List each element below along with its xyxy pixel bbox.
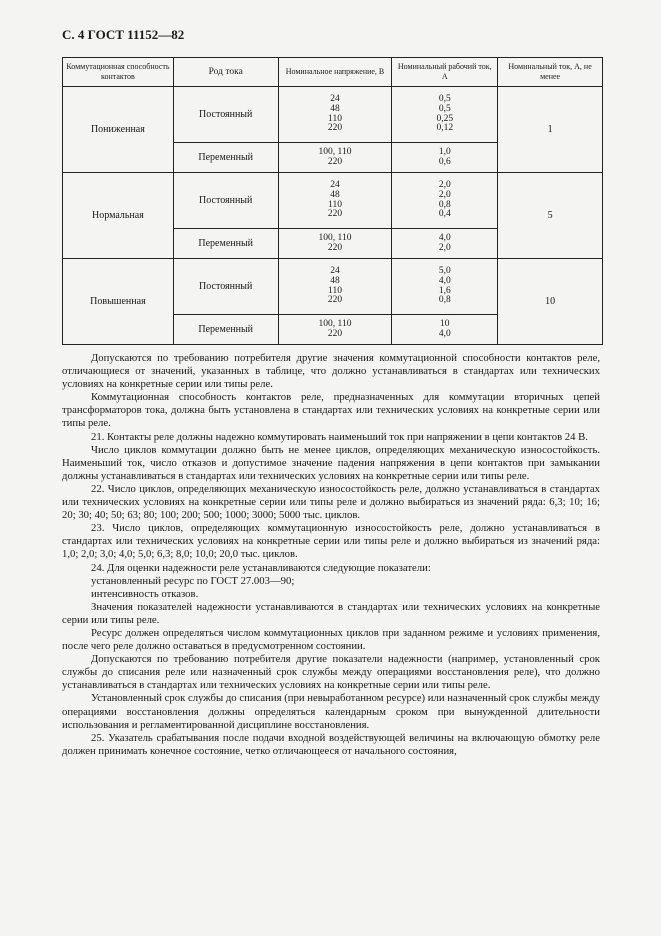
voltage-value: 48: [330, 275, 340, 286]
voltage-value: 220: [327, 156, 343, 167]
working-current-value: 0,8: [438, 295, 451, 306]
working-current-value: 4,0: [438, 232, 451, 243]
page-header: С. 4 ГОСТ 11152—82: [62, 27, 185, 42]
voltage-value: 24: [330, 266, 340, 277]
working-current-value: 0,12: [436, 123, 454, 134]
table-row: [63, 259, 603, 315]
voltage-value: 110: [328, 199, 342, 210]
paragraph: Допускаются по требованию потребителя другие показатели надежности (например, установленный срок службы до списания реле или назначенный срок службы между операциями восстановления реле), что должно устанавливаться в стандартах или технических условиях на конкретные серии или типы реле.: [62, 653, 600, 692]
voltage-value: 100, 110: [318, 232, 352, 243]
working-current-value: 0,8: [438, 199, 451, 210]
column-header: Род тока: [173, 58, 278, 87]
voltage-value: 220: [327, 209, 343, 220]
column-header: Номинальный ток, А, не менее: [498, 58, 603, 87]
column-header: Коммутационная способность контактов: [63, 58, 174, 87]
working-current-value: 0,25: [436, 113, 454, 124]
voltage-value: 100, 110: [318, 318, 352, 329]
working-current-value: 0,5: [438, 94, 451, 105]
min-current-cell: 10: [498, 259, 603, 345]
paragraph: интенсивность отказов.: [91, 587, 199, 600]
paragraph: установленный ресурс по ГОСТ 27.003—90;: [91, 574, 295, 587]
min-current-cell: 1: [498, 87, 603, 173]
capacity-cell: Пониженная: [63, 87, 174, 173]
capacity-cell: Нормальная: [63, 173, 174, 259]
voltage-value: 220: [327, 242, 343, 253]
current-type-cell: Постоянный: [173, 87, 278, 143]
working-current-cell: [392, 229, 498, 259]
voltage-value: 220: [327, 328, 343, 339]
table-header-row: [63, 58, 603, 87]
current-type-cell: Переменный: [173, 315, 278, 345]
body-text: [62, 352, 600, 758]
working-current-value: 0,6: [438, 156, 451, 167]
column-header: Номинальное напряжение, В: [278, 58, 392, 87]
paragraph: Установленный срок службы до списания (при невыработанном ресурсе) или назначенный срок службы между операциями восстановления должны определяться календарным сроком при вынужденной длительности использования и регламентированной дисциплине восстановления.: [62, 692, 600, 731]
paragraph: Допускаются по требованию потребителя другие значения коммутационной способности контактов реле, отличающиеся от значений, указанных в таблице, что должно устанавливаться в стандартах или технических условиях на конкретные серии или типы реле.: [62, 352, 600, 391]
paragraph: 25. Указатель срабатывания после подачи входной воздействующей величины на включающую обмотку реле должен принимать конечное состояние, четко отличающееся от начального состояния,: [62, 731, 600, 757]
working-current-value: 2,0: [438, 189, 451, 200]
voltage-value: 48: [330, 103, 340, 114]
voltage-cell: [278, 87, 392, 143]
voltage-value: 48: [330, 189, 340, 200]
voltage-cell: [278, 143, 392, 173]
voltage-value: 110: [328, 113, 342, 124]
paragraph: 23. Число циклов, определяющих коммутационную износостойкость реле, должно устанавливаться в стандартах или технических условиях на конкретные серии или типы реле и должно выбираться из значений ряда: 1,0; 2,0; 3,0; 4,0; 5,0; 6,3; 8,0; 10,0; 20,0 тыс. циклов.: [62, 522, 600, 561]
voltage-value: 24: [330, 94, 340, 105]
paragraph: 24. Для оценки надежности реле устанавливаются следующие показатели:: [91, 561, 431, 574]
current-type-cell: Постоянный: [173, 173, 278, 229]
working-current-value: 4,0: [438, 275, 451, 286]
table-row: [63, 87, 603, 143]
contact-capacity-table: [62, 57, 603, 345]
working-current-cell: [392, 259, 498, 315]
working-current-value: 5,0: [438, 266, 451, 277]
voltage-cell: [278, 173, 392, 229]
paragraph: 22. Число циклов, определяющих механическую износостойкость реле, должно устанавливаться в стандартах или технических условиях на конкретные серии или типы реле и должно выбираться из значений ряда: 6,3; 10; 16; 20; 30; 40; 50; 63; 80; 100; 200; 500; 1000; 3000; 5000 тыс. циклов.: [62, 482, 600, 522]
paragraph: Число циклов коммутации должно быть не менее циклов, определяющих механическую износостойкость. Наименьший ток, число отказов и допустимое значение падения напряжения в цепи контактов при замыкании должны устанавливаться в стандартах или технических условиях на конкретные серии или типы реле.: [62, 443, 600, 482]
voltage-value: 220: [327, 123, 343, 134]
working-current-value: 1,6: [438, 285, 451, 296]
working-current-value: 10: [440, 318, 450, 329]
capacity-cell: Повышенная: [63, 259, 174, 345]
paragraph: 21. Контакты реле должны надежно коммутировать наименьший ток при напряжении в цепи контактов 24 В.: [91, 430, 588, 443]
paragraph: Ресурс должен определяться числом коммутационных циклов при заданном режиме и условиях применения, после чего реле должно оставаться в предусмотренном состоянии.: [62, 626, 600, 653]
working-current-value: 0,5: [438, 103, 451, 114]
working-current-value: 2,0: [438, 180, 451, 191]
working-current-value: 1,0: [438, 146, 451, 157]
current-type-cell: Постоянный: [173, 259, 278, 315]
voltage-cell: [278, 229, 392, 259]
current-type-cell: Переменный: [173, 143, 278, 173]
voltage-value: 100, 110: [318, 146, 352, 157]
table-row: [63, 173, 603, 229]
working-current-value: 2,0: [438, 242, 451, 253]
min-current-cell: 5: [498, 173, 603, 259]
voltage-value: 220: [327, 295, 343, 306]
column-header: Номинальный рабочий ток, А: [392, 58, 498, 87]
paragraph: Значения показателей надежности устанавливаются в стандартах или технических условиях на конкретные серии или типы реле.: [62, 600, 600, 626]
paragraph: Коммутационная способность контактов реле, предназначенных для коммутации вторичных цепей трансформаторов тока, должна быть установлена в стандартах или технических условиях на конкретные серии или типы реле.: [62, 391, 600, 430]
working-current-cell: [392, 173, 498, 229]
working-current-cell: [392, 315, 498, 345]
voltage-value: 110: [328, 285, 342, 296]
working-current-cell: [392, 143, 498, 173]
working-current-value: 4,0: [438, 328, 451, 339]
current-type-cell: Переменный: [173, 229, 278, 259]
working-current-value: 0,4: [438, 209, 451, 220]
table-body: [63, 87, 603, 345]
working-current-cell: [392, 87, 498, 143]
voltage-cell: [278, 315, 392, 345]
voltage-cell: [278, 259, 392, 315]
voltage-value: 24: [330, 180, 340, 191]
